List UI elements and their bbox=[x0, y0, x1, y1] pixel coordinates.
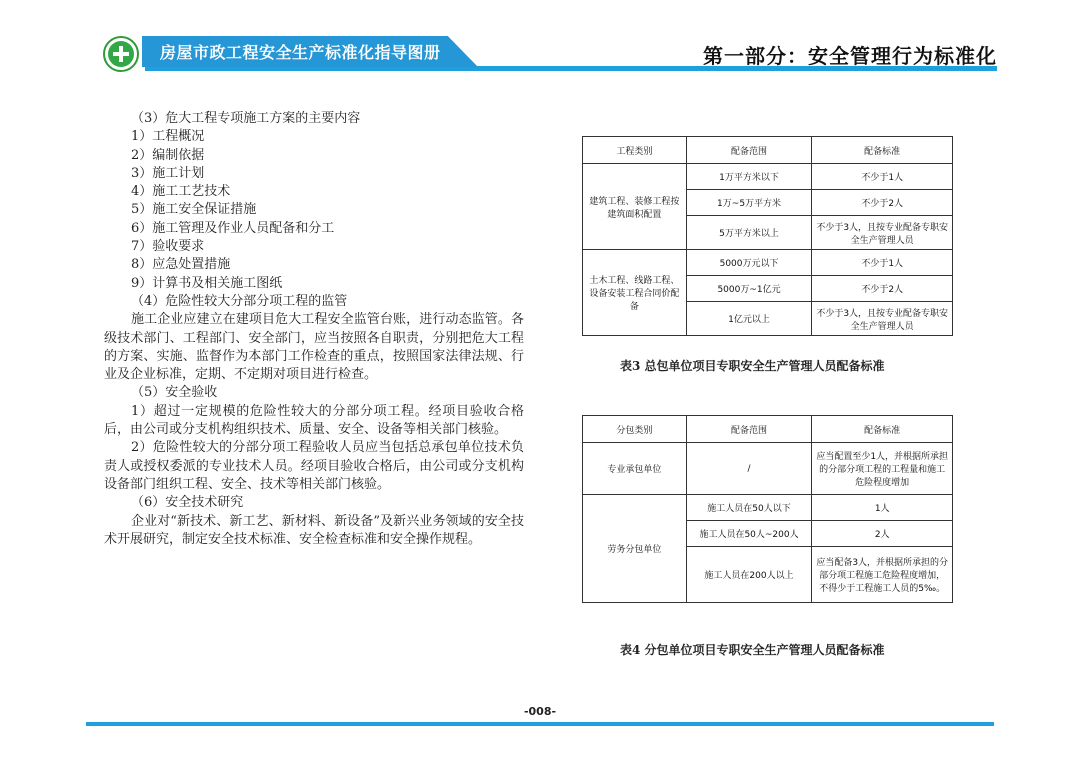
range-cell: 1万平方米以下 bbox=[686, 164, 812, 190]
standard-cell: 1人 bbox=[812, 495, 953, 521]
standard-cell: 不少于3人，且按专业配备专职安全生产管理人员 bbox=[812, 302, 953, 336]
range-cell: 施工人员在50人以下 bbox=[686, 495, 812, 521]
standard-cell: 不少于1人 bbox=[812, 250, 953, 276]
table-3 bbox=[582, 136, 953, 336]
range-cell: 1万~5万平方米 bbox=[686, 190, 812, 216]
body-paragraph: 施工企业应建立在建项目危大工程安全监管台账，进行动态监管。各级技术部门、工程部门、安全部门，应当按照各自职责，分别把危大工程的方案、实施、监督作为本部门工作检查的重点，按照国家法律法规、行业及企业标准，定期、不定期对项目进行检查。 bbox=[104, 312, 524, 383]
standard-cell: 2人 bbox=[812, 521, 953, 547]
category-cell: 土木工程、线路工程、设备安装工程合同价配备 bbox=[583, 250, 687, 336]
list-item: （3）危大工程专项施工方案的主要内容 bbox=[131, 111, 361, 126]
list-item: 9）计算书及相关施工图纸 bbox=[131, 275, 283, 291]
footer-rule bbox=[86, 722, 994, 726]
list-item: （4）危险性较大分部分项工程的监管 bbox=[131, 293, 348, 309]
safety-cross-logo-icon bbox=[103, 36, 139, 72]
body-text bbox=[104, 110, 524, 549]
list-item: 7）验收要求 bbox=[131, 239, 205, 255]
standard-cell: 不少于2人 bbox=[812, 190, 953, 216]
table-row bbox=[583, 495, 953, 521]
table-row bbox=[583, 443, 953, 495]
list-item: 8）应急处置措施 bbox=[131, 257, 231, 273]
section-title: 第一部分：安全管理行为标准化 bbox=[703, 44, 997, 68]
body-paragraph: 企业对“新技术、新工艺、新材料、新设备”及新兴业务领域的安全技术开展研究，制定安全技术标准、安全检查标准和安全操作规程。 bbox=[104, 513, 524, 547]
standard-cell: 不少于2人 bbox=[812, 276, 953, 302]
list-item: 5）施工安全保证措施 bbox=[131, 202, 257, 218]
table-3-caption: 表3 总包单位项目专职安全生产管理人员配备标准 bbox=[620, 359, 885, 373]
category-cell: 建筑工程、装修工程按建筑面积配置 bbox=[583, 164, 687, 250]
table-header-cell: 配备范围 bbox=[686, 137, 812, 164]
list-item: 4）施工工艺技术 bbox=[131, 184, 231, 200]
range-cell: 5000万元以下 bbox=[686, 250, 812, 276]
range-cell: 施工人员在50人~200人 bbox=[686, 521, 812, 547]
range-cell: 5000万~1亿元 bbox=[686, 276, 812, 302]
table-4-caption: 表4 分包单位项目专职安全生产管理人员配备标准 bbox=[620, 643, 885, 657]
table-header-cell: 分包类别 bbox=[583, 416, 687, 443]
list-item: 6）施工管理及作业人员配备和分工 bbox=[131, 220, 335, 236]
category-cell: 专业承包单位 bbox=[583, 443, 687, 495]
range-cell: 1亿元以上 bbox=[686, 302, 812, 336]
standard-cell: 应当配备3人，并根据所承担的分部分项工程施工危险程度增加，不得少于工程施工人员的5‰。 bbox=[812, 547, 953, 603]
page-number: -008- bbox=[523, 705, 557, 718]
list-item: 2）编制依据 bbox=[131, 147, 205, 163]
body-paragraph: 2）危险性较大的分部分项工程验收人员应当包括总承包单位技术负责人或授权委派的专业技术人员。经项目验收合格后，由公司或分支机构设备部门组织工程、安全、技术等相关部门核验。 bbox=[104, 440, 524, 492]
table-row bbox=[583, 164, 953, 190]
range-cell: 5万平方米以上 bbox=[686, 216, 812, 250]
list-item: （5）安全验收 bbox=[131, 385, 218, 401]
category-cell: 劳务分包单位 bbox=[583, 495, 687, 603]
table-header-cell: 配备范围 bbox=[686, 416, 812, 443]
list-item: 1）工程概况 bbox=[131, 129, 205, 145]
range-cell: 施工人员在200人以上 bbox=[686, 547, 812, 603]
table-header-cell: 配备标准 bbox=[812, 416, 953, 443]
table-row bbox=[583, 250, 953, 276]
table-header-cell: 配备标准 bbox=[812, 137, 953, 164]
list-item: 3）施工计划 bbox=[131, 165, 205, 181]
range-cell: / bbox=[686, 443, 812, 495]
standard-cell: 不少于1人 bbox=[812, 164, 953, 190]
table-4 bbox=[582, 415, 953, 603]
standard-cell: 不少于3人，且按专业配备专职安全生产管理人员 bbox=[812, 216, 953, 250]
list-item: （6）安全技术研究 bbox=[131, 495, 244, 511]
standard-cell: 应当配置至少1人，并根据所承担的分部分项工程的工程量和施工危险程度增加 bbox=[812, 443, 953, 495]
book-title: 房屋市政工程安全生产标准化指导图册 bbox=[160, 43, 441, 62]
table-header-cell: 工程类别 bbox=[583, 137, 687, 164]
body-paragraph: 1）超过一定规模的危险性较大的分部分项工程。经项目验收合格后，由公司或分支机构组织技术、质量、安全、设备等相关部门核验。 bbox=[104, 403, 524, 438]
